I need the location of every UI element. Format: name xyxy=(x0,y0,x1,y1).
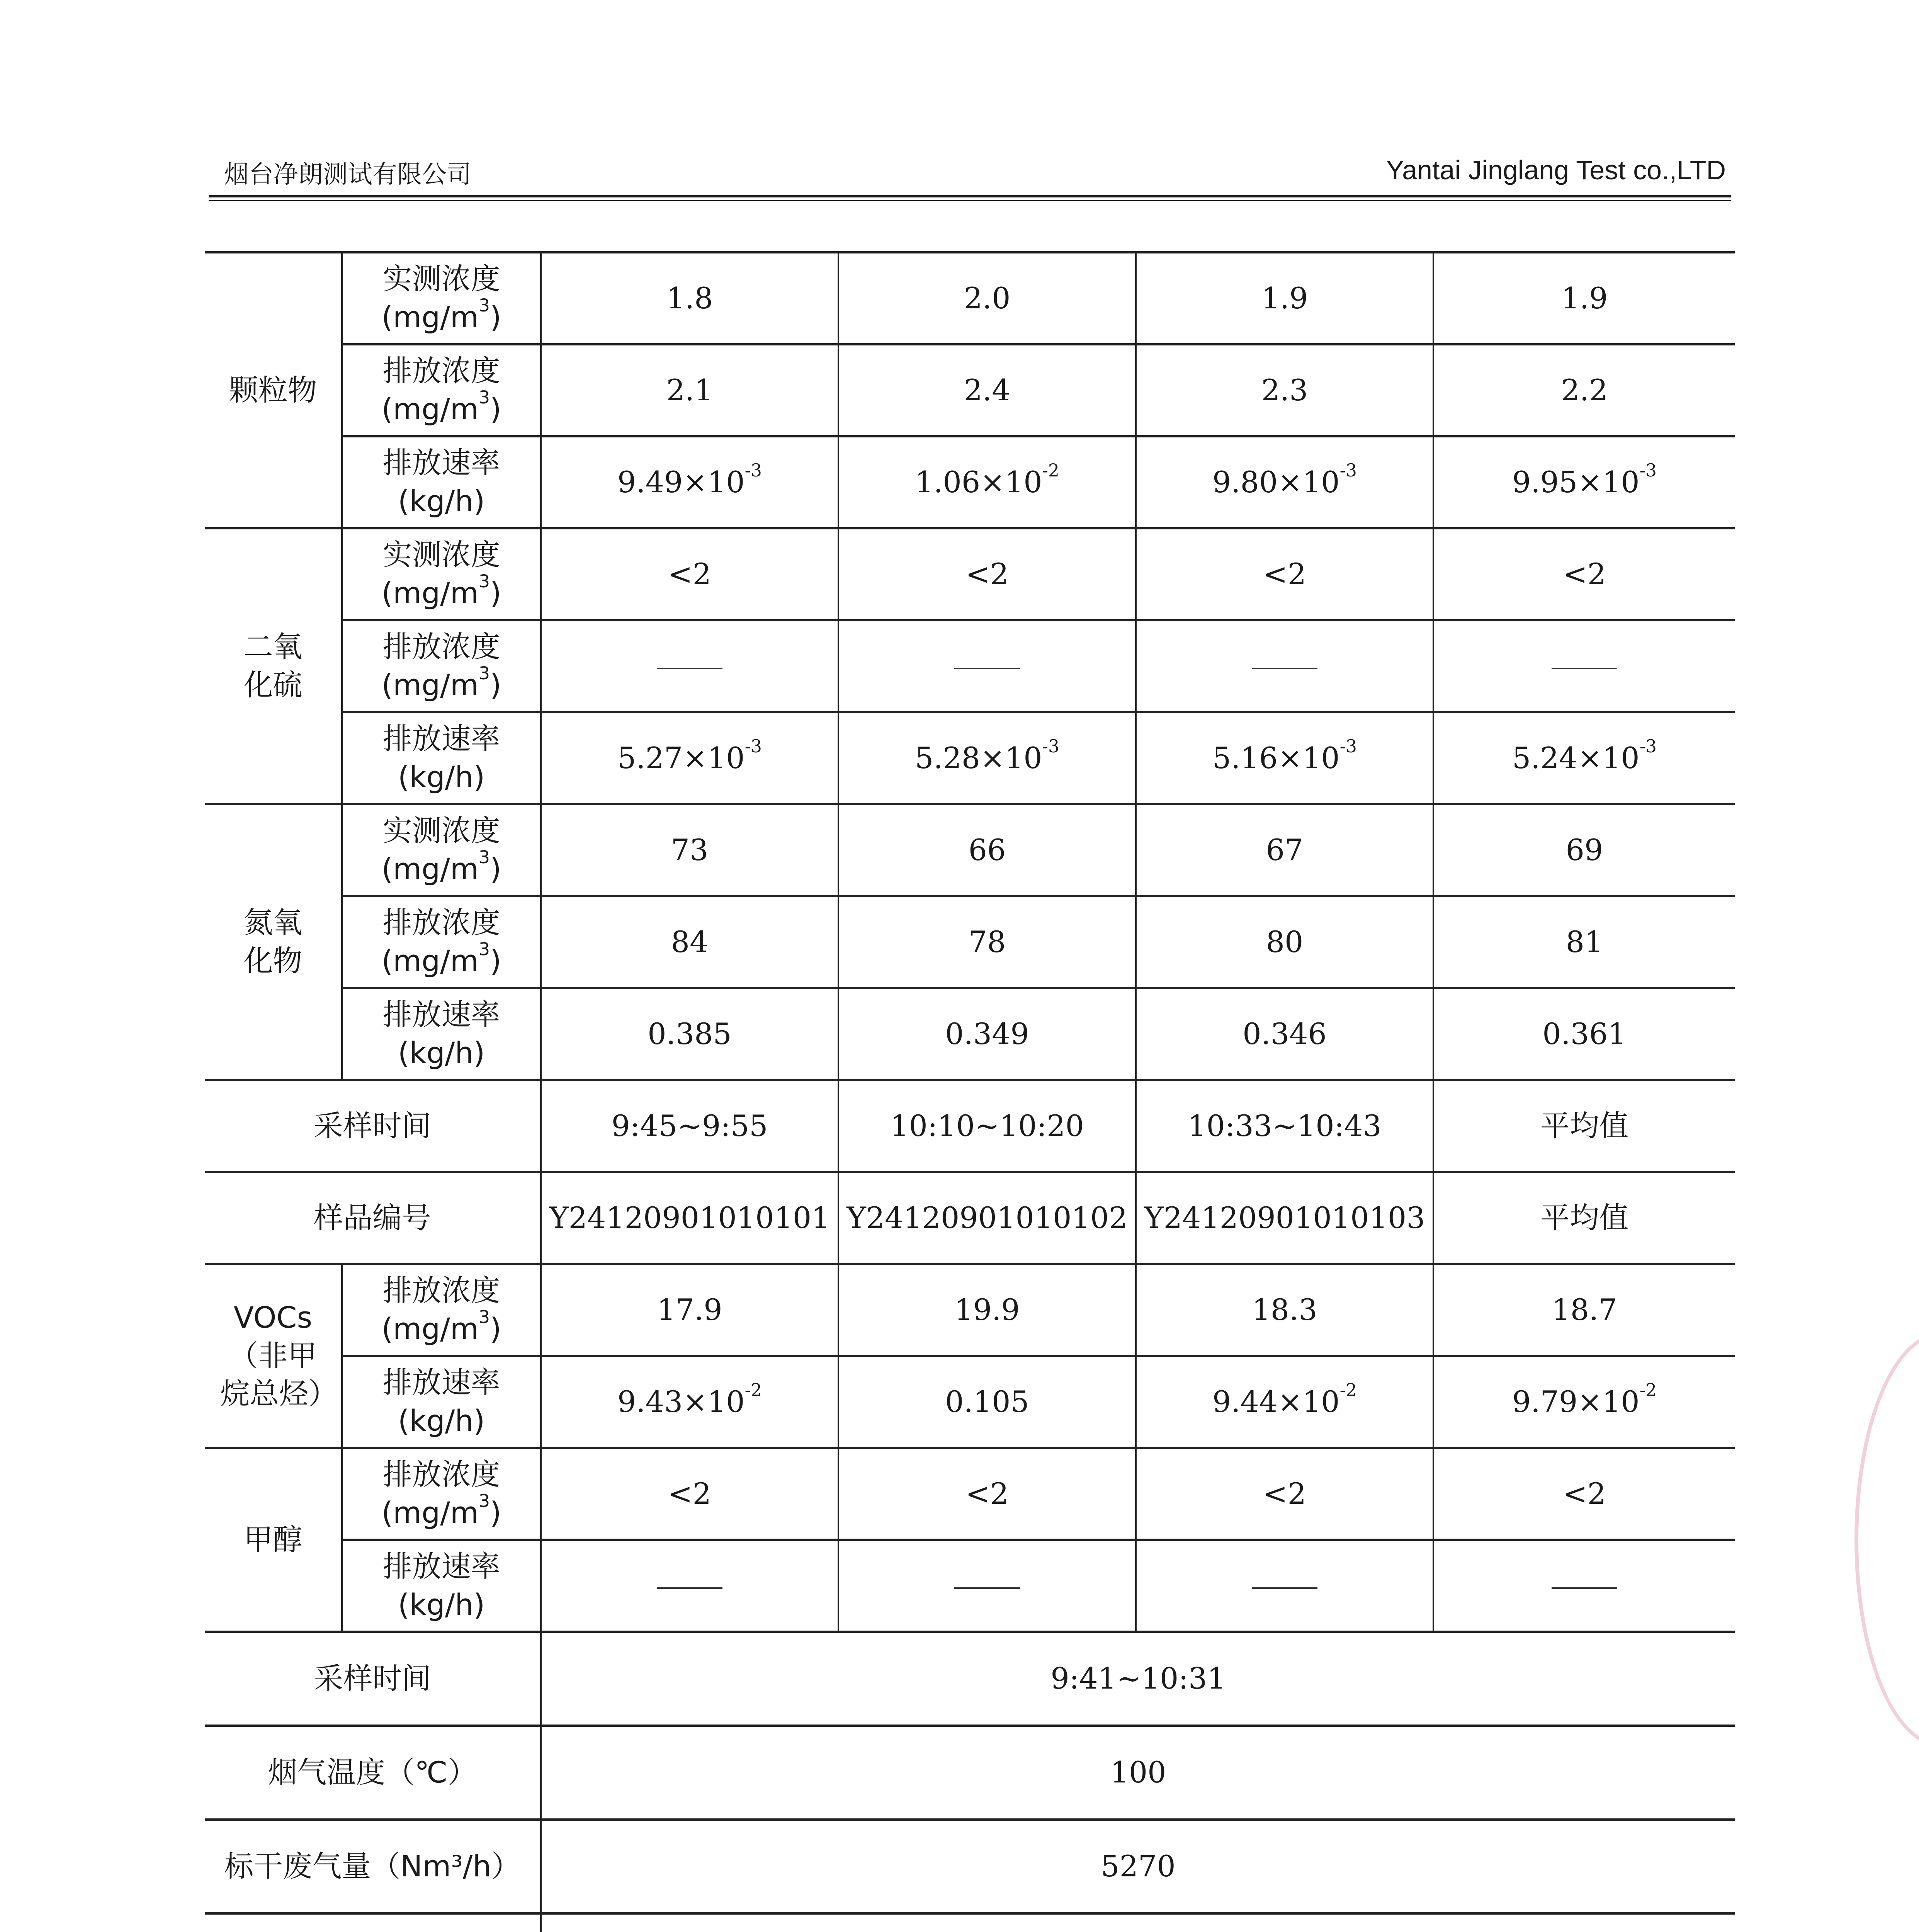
value-cell: $9.49\times 10^{-3}$ xyxy=(541,436,838,528)
value-cell: 0.105 xyxy=(838,1356,1136,1448)
param-label: 排放速率 (kg/h) xyxy=(342,712,541,804)
value-cell: 19.9 xyxy=(838,1264,1136,1356)
param-label: 排放浓度 $(mg/m^3)$ xyxy=(342,344,541,436)
empty-dash xyxy=(838,1540,1136,1632)
value-cell: 69 xyxy=(1433,804,1735,896)
value-cell: 78 xyxy=(838,896,1136,988)
table-row xyxy=(205,1726,1735,1820)
empty-dash xyxy=(1433,1540,1735,1632)
pollutant-so2: 二氧化硫 xyxy=(205,528,342,804)
value-cell: $9.43\times 10^{-2}$ xyxy=(541,1356,838,1448)
sampling-time-label: 采样时间 xyxy=(205,1080,541,1172)
value-cell: 5270 xyxy=(541,1820,1735,1913)
value-cell: $5.24\times 10^{-3}$ xyxy=(1433,712,1735,804)
std-dry-gas-label: 标干废气量（Nm³/h） xyxy=(205,1820,541,1913)
value-cell: <2 xyxy=(541,1448,838,1540)
empty-dash xyxy=(1433,620,1735,712)
value-cell: 18.7 xyxy=(1433,1264,1735,1356)
value-cell: 平均值 xyxy=(1433,1080,1735,1172)
param-label: 排放浓度 $(mg/m^3)$ xyxy=(342,896,541,988)
value-cell: 2.2 xyxy=(1433,344,1735,436)
value-cell: Y24120901010103 xyxy=(1136,1172,1433,1264)
value-cell: 9:45~9:55 xyxy=(541,1080,838,1172)
table-row xyxy=(205,1913,1735,1932)
value-cell: 2.3 xyxy=(1136,344,1433,436)
value-cell: 10:33~10:43 xyxy=(1136,1080,1433,1172)
table-row xyxy=(205,1448,1735,1540)
value-cell: 17.9 xyxy=(541,1264,838,1356)
pollutant-particulate: 颗粒物 xyxy=(205,252,342,528)
table-row xyxy=(205,1540,1735,1632)
empty-dash xyxy=(838,620,1136,712)
value-cell: $9.95\times 10^{-3}$ xyxy=(1433,436,1735,528)
param-label: 实测浓度 $(mg/m^3)$ xyxy=(342,528,541,620)
seal-stamp xyxy=(1854,1333,1919,1747)
value-cell: 0.346 xyxy=(1136,988,1433,1080)
table-row xyxy=(205,436,1735,528)
value-cell: 1.9 xyxy=(1136,252,1433,344)
pollutant-nox: 氮氧化物 xyxy=(205,804,342,1080)
param-label: 排放速率 (kg/h) xyxy=(342,988,541,1080)
value-cell: Y24120901010102 xyxy=(838,1172,1136,1264)
value-cell: $9.44\times 10^{-2}$ xyxy=(1136,1356,1433,1448)
value-cell: <2 xyxy=(1433,528,1735,620)
value-cell: <2 xyxy=(1433,1448,1735,1540)
value-cell: <2 xyxy=(1136,1448,1433,1540)
value-cell: 81 xyxy=(1433,896,1735,988)
empty-dash xyxy=(1136,1540,1433,1632)
param-label: 排放浓度 $(mg/m^3)$ xyxy=(342,1448,541,1540)
value-cell: 9:41~10:31 xyxy=(541,1632,1735,1726)
pollutant-vocs: VOCs（非甲烷总烃） xyxy=(205,1264,342,1448)
value-cell: 0.385 xyxy=(541,988,838,1080)
value-cell: 0.361 xyxy=(1433,988,1735,1080)
table-row xyxy=(205,1264,1735,1356)
value-cell: <2 xyxy=(838,1448,1136,1540)
value-cell: $9.79\times 10^{-2}$ xyxy=(1433,1356,1735,1448)
param-label: 排放浓度 $(mg/m^3)$ xyxy=(342,1264,541,1356)
table-row xyxy=(205,1820,1735,1913)
value-cell: 平均值 xyxy=(1433,1172,1735,1264)
table-row xyxy=(205,344,1735,436)
table-row xyxy=(205,528,1735,620)
table-row xyxy=(205,1356,1735,1448)
value-cell: $5.28\times 10^{-3}$ xyxy=(838,712,1136,804)
table-row xyxy=(205,252,1735,344)
value-cell: $9.80\times 10^{-3}$ xyxy=(1136,436,1433,528)
table-row xyxy=(205,1632,1735,1726)
table-row xyxy=(205,804,1735,896)
value-cell: $5.27\times 10^{-3}$ xyxy=(541,712,838,804)
header-rule-thin xyxy=(209,200,1731,201)
value-cell: $1.06\times 10^{-2}$ xyxy=(838,436,1136,528)
param-label: 实测浓度 $(mg/m^3)$ xyxy=(342,804,541,896)
table-row xyxy=(205,620,1735,712)
value-cell: 2.0 xyxy=(838,252,1136,344)
empty-dash xyxy=(541,620,838,712)
test-results-table xyxy=(205,251,1735,1932)
value-cell: 84 xyxy=(541,896,838,988)
value-cell: <2 xyxy=(1136,528,1433,620)
empty-dash xyxy=(541,1540,838,1632)
value-cell: 18.3 xyxy=(1136,1264,1433,1356)
value-cell: 100 xyxy=(541,1726,1735,1820)
table-row xyxy=(205,712,1735,804)
sampling-time-label: 采样时间 xyxy=(205,1632,541,1726)
value-cell: 1.8 xyxy=(541,252,838,344)
value-cell: $5.16\times 10^{-3}$ xyxy=(1136,712,1433,804)
value-cell: 1.9 xyxy=(1433,252,1735,344)
company-name-en: Yantai Jinglang Test co.,LTD xyxy=(1386,155,1726,185)
value-cell: 67 xyxy=(1136,804,1433,896)
flue-temp-label: 烟气温度（℃） xyxy=(205,1726,541,1820)
param-label: 排放速率 (kg/h) xyxy=(342,436,541,528)
param-label: 排放速率 (kg/h) xyxy=(342,1540,541,1632)
param-label: 排放速率 (kg/h) xyxy=(342,1356,541,1448)
table-row xyxy=(205,1080,1735,1172)
table-row xyxy=(205,896,1735,988)
sample-no-label: 样品编号 xyxy=(205,1172,541,1264)
table-row xyxy=(205,1172,1735,1264)
value-cell: 2.4 xyxy=(838,344,1136,436)
value-cell: 10:10~10:20 xyxy=(838,1080,1136,1172)
empty-dash xyxy=(1136,620,1433,712)
value-cell: 0.349 xyxy=(838,988,1136,1080)
param-label: 实测浓度 $(mg/m^3)$ xyxy=(342,252,541,344)
value-cell: 73 xyxy=(541,804,838,896)
value-cell xyxy=(541,1913,1735,1932)
table-row xyxy=(205,988,1735,1080)
header-rule xyxy=(209,195,1731,197)
value-cell: 80 xyxy=(1136,896,1433,988)
value-cell: <2 xyxy=(541,528,838,620)
value-cell: Y24120901010101 xyxy=(541,1172,838,1264)
value-cell: 2.1 xyxy=(541,344,838,436)
sample-no-label xyxy=(205,1913,541,1932)
value-cell: <2 xyxy=(838,528,1136,620)
pollutant-methanol: 甲醇 xyxy=(205,1448,342,1632)
value-cell: 66 xyxy=(838,804,1136,896)
param-label: 排放浓度 $(mg/m^3)$ xyxy=(342,620,541,712)
company-name-cn: 烟台净朗测试有限公司 xyxy=(224,160,471,189)
